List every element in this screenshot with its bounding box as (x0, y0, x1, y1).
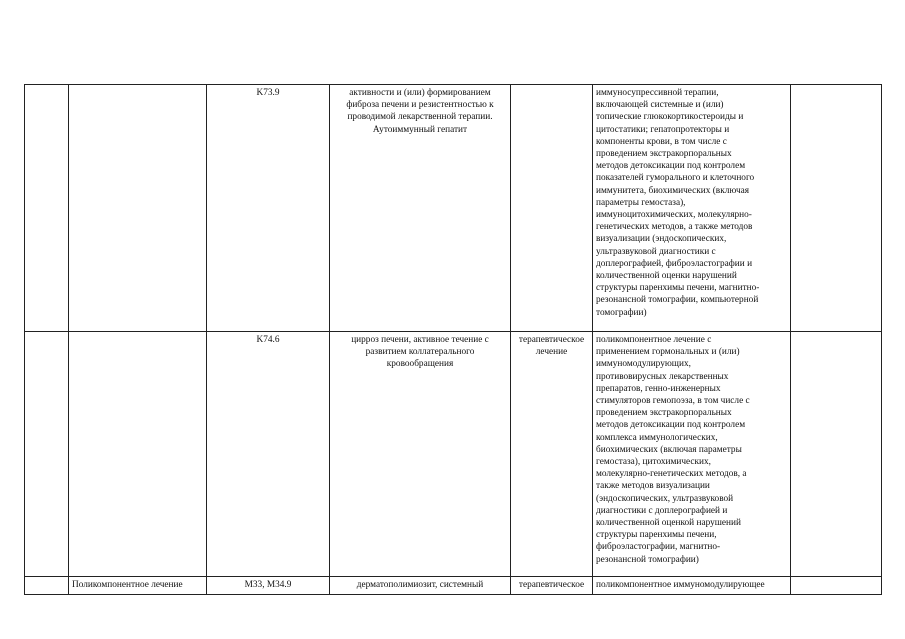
number-cell (25, 332, 69, 577)
method-cell: поликомпонентное лечение с применением гормональных и (или) иммуномодулирующих, противовирусных лекарственных препаратов, генно-инженерных стимуляторов гемопоэза, в том числе с проведением экстракорпоральных методов детоксикации под контролем комплекса иммунологических, биохимических (включая параметры гемостаза), цитохимических, молекулярно-генетических методов, а также методов визуализации (эндоскопических, ультразвуковой диагностики с доплерографией и количественной оценкой нарушений структуры паренхимы печени, фиброэластографии, магнитно- резонансной томографии) (593, 332, 791, 577)
diagnosis-cell: дерматополимиозит, системный (330, 577, 511, 595)
code-cell: K74.6 (207, 332, 330, 577)
treatment-type-cell: терапевтическое лечение (511, 332, 593, 577)
last-cell (791, 332, 882, 577)
method-cell: поликомпонентное иммуномодулирующее (593, 577, 791, 595)
treatment-table (24, 84, 882, 595)
treatment-type-cell: терапевтическое (511, 577, 593, 595)
last-cell (791, 577, 882, 595)
number-cell (25, 85, 69, 332)
table-row (25, 85, 882, 332)
diagnosis-cell: активности и (или) формированием фиброза печени и резистентностью к проводимой лекарственной терапии. Аутоиммунный гепатит (330, 85, 511, 332)
number-cell (25, 577, 69, 595)
method-cell: иммуносупрессивной терапии, включающей системные и (или) топические глюкокортикостероиды и цитостатики; гепатопротекторы и компоненты крови, в том числе с проведением экстракорпоральных методов детоксикации под контролем показателей гуморального и клеточного иммунитета, биохимических (включая параметры гемостаза), иммуноцитохимических, молекулярно- генетических методов, а также методов визуализации (эндоскопических, ультразвуковой диагностики с доплерографией, фиброэластографии и количественной оценки нарушений структуры паренхимы печени, магнитно- резонансной томографии, компьютерной томографии) (593, 85, 791, 332)
table-row (25, 332, 882, 577)
group-cell: Поликомпонентное лечение (69, 577, 207, 595)
last-cell (791, 85, 882, 332)
code-cell: M33, M34.9 (207, 577, 330, 595)
diagnosis-cell: цирроз печени, активное течение с развитием коллатерального кровообращения (330, 332, 511, 577)
treatment-type-cell (511, 85, 593, 332)
table-row (25, 577, 882, 595)
group-cell (69, 332, 207, 577)
group-cell (69, 85, 207, 332)
code-cell: K73.9 (207, 85, 330, 332)
